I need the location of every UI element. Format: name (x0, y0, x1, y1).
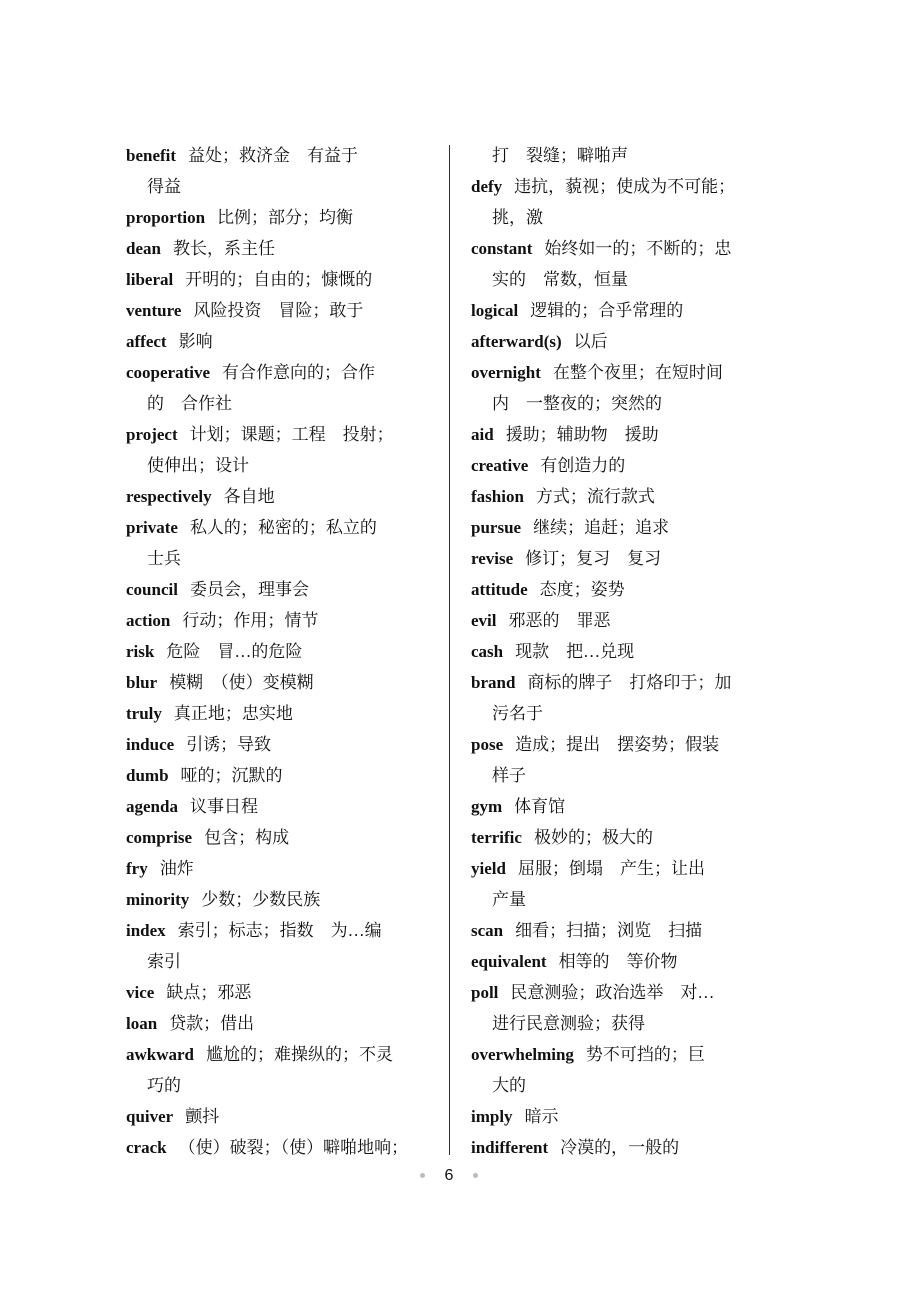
vocab-entry (471, 295, 781, 326)
vocab-entry (126, 357, 436, 419)
definition: 影响 (178, 332, 213, 351)
vocab-entry (471, 636, 781, 667)
definition: 实的 常数，恒量 (492, 270, 628, 289)
headword: benefit (126, 146, 177, 165)
vocab-entry (126, 791, 436, 822)
definition: 贷款；借出 (169, 1014, 255, 1033)
entry-line (126, 977, 436, 1008)
definition: 细看；扫描；浏览 扫描 (515, 921, 703, 940)
vocab-entry (126, 636, 436, 667)
headword: poll (471, 983, 499, 1002)
definition: 尴尬的；难操纵的；不灵 (206, 1045, 394, 1064)
entry-line (126, 915, 436, 946)
headword: dumb (126, 766, 169, 785)
headword: quiver (126, 1107, 174, 1126)
definition-continuation (126, 388, 436, 419)
right-column (471, 140, 781, 1163)
entry-line (471, 512, 781, 543)
definition: 体育馆 (514, 797, 566, 816)
entry-line (126, 636, 436, 667)
headword: indifferent (471, 1138, 549, 1157)
definition-continuation (471, 1070, 781, 1101)
definition-continuation (471, 884, 781, 915)
entry-line (471, 667, 781, 698)
headword: pose (471, 735, 504, 754)
entry-line (126, 140, 436, 171)
headword: proportion (126, 208, 206, 227)
entry-line (471, 326, 781, 357)
vocab-entry (126, 512, 436, 574)
definition: 在整个夜里；在短时间 (552, 363, 723, 382)
headword: council (126, 580, 178, 599)
vocab-entry (471, 915, 781, 946)
vocab-entry (471, 605, 781, 636)
definition: 教长，系主任 (172, 239, 275, 258)
definition-continuation (126, 946, 436, 977)
headword: comprise (126, 828, 193, 847)
definition: 哑的；沉默的 (180, 766, 283, 785)
definition: 巧的 (147, 1076, 181, 1095)
headword: crack (126, 1138, 167, 1157)
vocab-entry (126, 233, 436, 264)
headword: yield (471, 859, 506, 878)
vocab-entry (471, 574, 781, 605)
entry-line (471, 636, 781, 667)
entry-line (126, 1101, 436, 1132)
definition: 造成；提出 摆姿势；假装 (515, 735, 720, 754)
headword: induce (126, 735, 175, 754)
definition: 邪恶的 罪恶 (508, 611, 611, 630)
definition: 有创造力的 (540, 456, 626, 475)
vocab-entry (126, 977, 436, 1008)
vocab-entry (471, 946, 781, 977)
entry-line (126, 698, 436, 729)
entry-line (471, 574, 781, 605)
footer-dot (420, 1173, 425, 1178)
definition: 士兵 (147, 549, 181, 568)
vocab-entry (126, 326, 436, 357)
definition: 真正地；忠实地 (173, 704, 293, 723)
vocab-entry (126, 1132, 436, 1163)
entry-line (471, 419, 781, 450)
headword: creative (471, 456, 529, 475)
headword: project (126, 425, 178, 444)
entry-line (471, 853, 781, 884)
vocab-entry (126, 481, 436, 512)
vocab-entry (471, 977, 781, 1039)
definition: 始终如一的；不断的；忠 (544, 239, 732, 258)
entry-line (471, 1132, 781, 1163)
vocab-entry (126, 574, 436, 605)
footer-dot (473, 1173, 478, 1178)
definition: 少数；少数民族 (201, 890, 321, 909)
definition: 以后 (573, 332, 608, 351)
entry-line (126, 760, 436, 791)
entry-line (471, 946, 781, 977)
definition: 风险投资 冒险；敢于 (193, 301, 364, 320)
vocab-entry (471, 1101, 781, 1132)
headword: scan (471, 921, 504, 940)
left-column (126, 140, 436, 1163)
entry-line (126, 202, 436, 233)
definition: 得益 (147, 177, 181, 196)
entry-line (126, 512, 436, 543)
entry-line (471, 357, 781, 388)
definition-continuation (126, 450, 436, 481)
definition: 极妙的；极大的 (533, 828, 653, 847)
vocab-entry (126, 884, 436, 915)
vocab-entry (471, 667, 781, 729)
definition: 违抗，藐视；使成为不可能； (514, 177, 736, 196)
entry-line (471, 791, 781, 822)
entry-line (126, 853, 436, 884)
entry-line (471, 1039, 781, 1070)
definition: 委员会，理事会 (189, 580, 309, 599)
headword: afterward(s) (471, 332, 562, 351)
entry-line (126, 822, 436, 853)
headword: gym (471, 797, 503, 816)
definition: 计划；课题；工程 投射； (189, 425, 394, 444)
definition: 益处；救济金 有益于 (188, 146, 359, 165)
vocab-entry (471, 450, 781, 481)
headword: dean (126, 239, 161, 258)
vocab-entry (126, 295, 436, 326)
entry-line (126, 574, 436, 605)
definition: 颤抖 (185, 1107, 220, 1126)
definition: 使伸出；设计 (147, 456, 249, 475)
vocab-entry (126, 264, 436, 295)
headword: index (126, 921, 166, 940)
definition: 修订；复习 复习 (525, 549, 662, 568)
vocab-entry (126, 202, 436, 233)
headword: cash (471, 642, 504, 661)
definition-continuation (471, 202, 781, 233)
headword: imply (471, 1107, 513, 1126)
headword: risk (126, 642, 155, 661)
headword: loan (126, 1014, 158, 1033)
vocab-entry (126, 915, 436, 977)
definition: 危险 冒…的危险 (166, 642, 303, 661)
definition: 包含；构成 (204, 828, 290, 847)
vocab-entry (471, 357, 781, 419)
vocab-entry (126, 698, 436, 729)
definition: 行动；作用；情节 (182, 611, 319, 630)
entry-line (471, 977, 781, 1008)
headword: venture (126, 301, 182, 320)
vocab-entry (471, 853, 781, 915)
vocab-entry (126, 822, 436, 853)
definition: 私人的；秘密的；私立的 (189, 518, 377, 537)
vocab-entry (126, 605, 436, 636)
vocab-entry (126, 1008, 436, 1039)
definition: 商标的牌子 打烙印于；加 (527, 673, 732, 692)
headword: truly (126, 704, 162, 723)
definition: 方式；流行款式 (535, 487, 655, 506)
vocab-entry (126, 419, 436, 481)
vocab-entry (471, 171, 781, 233)
definition: 内 一整夜的；突然的 (492, 394, 662, 413)
headword: brand (471, 673, 516, 692)
definition: 进行民意测验；获得 (492, 1014, 645, 1033)
definition: 样子 (492, 766, 526, 785)
vocab-entry (471, 729, 781, 791)
definition: 引诱；导致 (186, 735, 272, 754)
entry-line (471, 915, 781, 946)
vocab-entry (126, 853, 436, 884)
headword: equivalent (471, 952, 547, 971)
vocab-entry (471, 233, 781, 295)
definition: 各自地 (223, 487, 275, 506)
vocab-entry (126, 760, 436, 791)
entry-line (126, 357, 436, 388)
headword: cooperative (126, 363, 211, 382)
vocab-entry (471, 481, 781, 512)
vocab-entry (126, 1101, 436, 1132)
entry-line (471, 481, 781, 512)
entry-line (126, 1039, 436, 1070)
headword: awkward (126, 1045, 195, 1064)
entry-line (471, 543, 781, 574)
entry-line (126, 295, 436, 326)
headword: vice (126, 983, 155, 1002)
entry-line (471, 295, 781, 326)
definition-continuation (126, 1070, 436, 1101)
headword: fashion (471, 487, 524, 506)
definition-continuation (471, 264, 781, 295)
entry-line (126, 1008, 436, 1039)
headword: attitude (471, 580, 528, 599)
definition: 势不可挡的；巨 (585, 1045, 705, 1064)
page-number: 6 (444, 1167, 454, 1184)
definition: 索引 (147, 952, 181, 971)
definition: 继续；追赶；追求 (533, 518, 670, 537)
headword: fry (126, 859, 148, 878)
definition: 民意测验；政治选举 对… (510, 983, 715, 1002)
entry-line (126, 1132, 436, 1163)
definition-continuation (471, 1008, 781, 1039)
entry-line (126, 605, 436, 636)
vocab-entry (471, 1132, 781, 1163)
definition: 议事日程 (189, 797, 258, 816)
entry-line (471, 1101, 781, 1132)
headword: evil (471, 611, 497, 630)
vocab-entry (126, 1039, 436, 1101)
vocab-entry (471, 791, 781, 822)
headword: action (126, 611, 171, 630)
headword: agenda (126, 797, 178, 816)
definition: 态度；姿势 (539, 580, 625, 599)
headword: liberal (126, 270, 174, 289)
definition: 有合作意向的；合作 (222, 363, 376, 382)
vocab-entry (471, 512, 781, 543)
entry-line (126, 264, 436, 295)
headword: revise (471, 549, 514, 568)
entry-line (471, 171, 781, 202)
definition: 冷漠的，一般的 (560, 1138, 680, 1157)
vocab-entry (471, 822, 781, 853)
headword: constant (471, 239, 533, 258)
entry-line (126, 791, 436, 822)
headword: respectively (126, 487, 212, 506)
definition: 模糊 （使）变模糊 (169, 673, 314, 692)
vocab-entry (471, 326, 781, 357)
entry-line (126, 233, 436, 264)
definition: 油炸 (159, 859, 194, 878)
definition: 援助；辅助物 援助 (505, 425, 659, 444)
headword: terrific (471, 828, 522, 847)
definition-continuation (126, 543, 436, 574)
definition: 开明的；自由的；慷慨的 (185, 270, 373, 289)
headword: defy (471, 177, 503, 196)
definition-continuation (126, 171, 436, 202)
definition: 逻辑的；合乎常理的 (530, 301, 684, 320)
definition: 产量 (492, 890, 526, 909)
entry-line (126, 481, 436, 512)
definition: 相等的 等价物 (558, 952, 678, 971)
vocab-entry (471, 419, 781, 450)
entry-line (471, 450, 781, 481)
headword: affect (126, 332, 167, 351)
headword: logical (471, 301, 519, 320)
entry-line (471, 729, 781, 760)
definition: 挑，激 (492, 208, 543, 227)
definition: 屈服；倒塌 产生；让出 (517, 859, 705, 878)
definition-continuation (471, 760, 781, 791)
definition: 污名于 (492, 704, 543, 723)
vocab-entry (126, 140, 436, 202)
definition: 比例；部分；均衡 (217, 208, 354, 227)
column-divider (449, 145, 450, 1155)
headword: aid (471, 425, 494, 444)
headword: overwhelming (471, 1045, 574, 1064)
vocab-entry (471, 543, 781, 574)
definition: 缺点；邪恶 (166, 983, 252, 1002)
vocab-entry (126, 667, 436, 698)
definition: 的 合作社 (147, 394, 232, 413)
headword: private (126, 518, 178, 537)
definition: 大的 (492, 1076, 526, 1095)
definition-continuation (471, 698, 781, 729)
entry-line (471, 233, 781, 264)
vocab-entry (471, 1039, 781, 1101)
continuation-line: 打 裂缝；噼啪声 (492, 146, 628, 165)
definition: （使）破裂；（使）噼啪地响； (178, 1138, 409, 1157)
entry-line (126, 667, 436, 698)
headword: minority (126, 890, 190, 909)
definition: 暗示 (524, 1107, 559, 1126)
headword: overnight (471, 363, 541, 382)
entry-line (126, 326, 436, 357)
headword: pursue (471, 518, 522, 537)
headword: blur (126, 673, 158, 692)
entry-line (126, 729, 436, 760)
definition: 现款 把…兑现 (515, 642, 635, 661)
page-footer (0, 1164, 898, 1188)
definition-continuation (471, 388, 781, 419)
vocab-entry (126, 729, 436, 760)
entry-line (126, 419, 436, 450)
entry-line (471, 822, 781, 853)
entry-line (126, 884, 436, 915)
definition: 索引；标志；指数 为…编 (177, 921, 382, 940)
entry-line (471, 605, 781, 636)
